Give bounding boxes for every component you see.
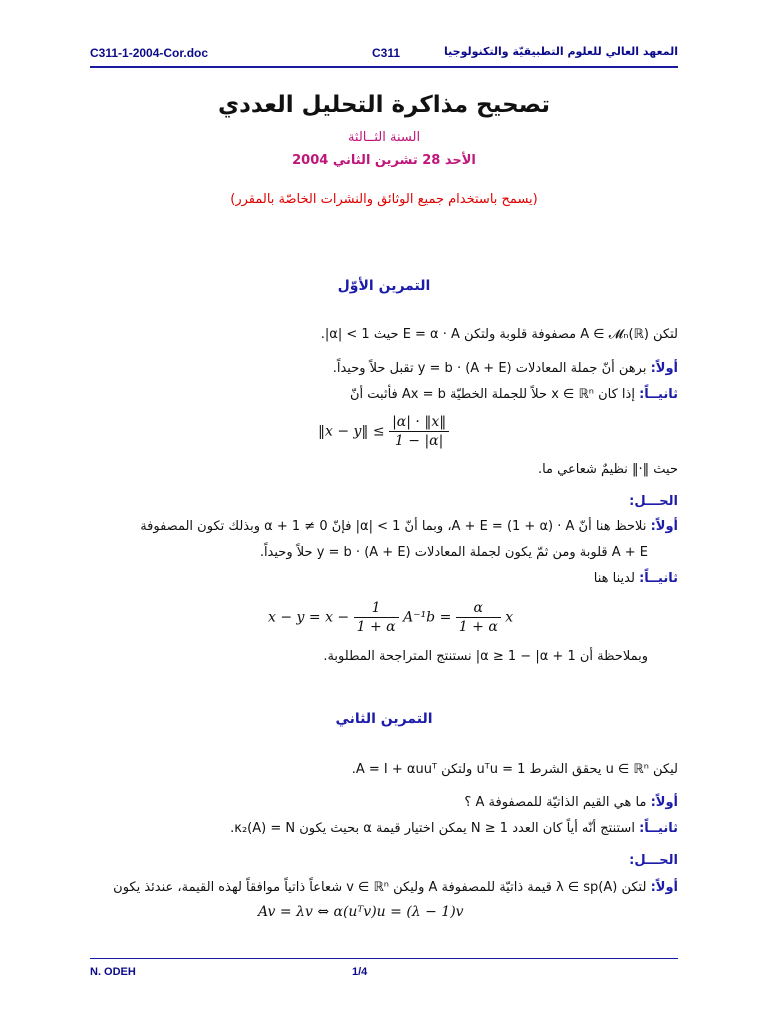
solution-part-label: ثانيــاً:	[639, 571, 678, 586]
question-text: ما هي القيم الذاتيّة للمصفوفة A ؟	[464, 795, 647, 810]
exercise-2-solution-1	[113, 880, 678, 895]
norm-inequality	[318, 414, 449, 449]
question-label: أولاً:	[650, 795, 678, 810]
page-title: تصحيح مذاكرة التحليل العددي	[218, 92, 550, 118]
footer-author: N. ODEH	[90, 966, 136, 978]
solution-text: لتكن λ ∈ sp(A) قيمة ذاتيّة للمصفوفة A وليكن v ∈ ℝⁿ شعاعاً ذاتياً موافقاً لهذه القيمة، عندئذ يكون	[113, 880, 647, 895]
solution-part-label: أولاً:	[650, 880, 678, 895]
documents-note: (يسمح باستخدام جميع الوثائق والنشرات الخاصّة بالمقرر)	[230, 192, 538, 207]
footer-page-number: 1/4	[352, 966, 368, 978]
equation-middle: A⁻¹b =	[403, 609, 452, 626]
solution-equation	[268, 600, 513, 635]
question-label: ثانيــاً:	[639, 387, 678, 402]
fraction-numerator: α	[456, 600, 501, 618]
page-footer	[90, 958, 678, 983]
solution-1-line-1	[140, 519, 678, 534]
solution-text: نلاحظ هنا أنّ A + E = (1 + α) · A، وبما أنّ 1 > |α| فإنّ 0 ≠ 1 + α وبذلك تكون المصفوفة	[140, 519, 647, 534]
inequality-fraction	[389, 414, 449, 449]
fraction-denominator: 1 + α	[356, 619, 396, 635]
exercise-1-question-2	[350, 387, 678, 402]
header-course-code: C311	[372, 46, 401, 60]
fraction-denominator: 1 − |α|	[394, 433, 444, 449]
question-text: برهن أنّ جملة المعادلات (A + E) · y = b تقبل حلاً وحيداً.	[332, 361, 647, 376]
question-text: إذا كان x ∈ ℝⁿ حلاً للجملة الخطيّة Ax = b فأثبت أنّ	[349, 387, 635, 402]
exercise-1-intro: لتكن A ∈ 𝓜ₙ(ℝ) مصفوفة قلوبة ولتكن E = α · A حيث 1 > |α|.	[320, 327, 678, 342]
solution-text: لدينا هنا	[593, 571, 635, 586]
exam-date: الأحد 28 تشرين الثاني 2004	[292, 153, 476, 168]
question-label: ثانيــاً:	[639, 821, 678, 836]
header-institute: المعهد العالي للعلوم التطبيقيّة والتكنولوجيا	[444, 45, 678, 58]
exercise-1-title: التمرين الأوّل	[337, 278, 431, 294]
exercise-2-title: التمرين الثاني	[335, 711, 433, 727]
year-label: السنة الثــالثة	[347, 130, 421, 145]
exercise-1-solution-label	[629, 494, 678, 509]
solution-label: الحـــل:	[629, 853, 678, 868]
header-filename: C311-1-2004-Cor.doc	[90, 46, 209, 60]
page-header	[90, 40, 678, 68]
exercise-2-question-2	[230, 821, 678, 836]
equation-right: x	[505, 609, 514, 626]
exercise-2-solution-label	[629, 853, 678, 868]
equation-left: x − y = x −	[268, 609, 350, 626]
inequality-lhs: ‖x − y‖ ≤	[318, 423, 385, 440]
norm-note: حيث ‖·‖ نظيمٌ شعاعي ما.	[537, 462, 678, 477]
exercise-2-intro: ليكن u ∈ ℝⁿ يحقق الشرط uᵀu = 1 ولتكن A = I + αuuᵀ.	[351, 762, 678, 777]
equation-fraction-2	[456, 600, 501, 635]
question-label: أولاً:	[650, 361, 678, 376]
solution-1-line-2: A + E قلوبة ومن ثمّ يكون لجملة المعادلات (A + E) · y = b حلاً وحيداً.	[259, 545, 648, 560]
exercise-1-question-1	[333, 361, 678, 376]
solution-2-line	[594, 571, 678, 586]
fraction-numerator: 1	[354, 600, 399, 618]
fraction-denominator: 1 + α	[458, 619, 498, 635]
equation-fraction-1	[354, 600, 399, 635]
exercise-2-question-1	[464, 795, 678, 810]
solution-label: الحـــل:	[629, 494, 678, 509]
fraction-numerator: |α| · ‖x‖	[389, 414, 449, 432]
solution-conclusion: وبملاحظة أن 1 + α ≥ 1 − |α| نستنتج المتراجحة المطلوبة.	[323, 649, 648, 664]
solution-part-label: أولاً:	[650, 519, 678, 534]
eigen-equation: Av = λv ⇔ α(uᵀv)u = (λ − 1)v	[258, 904, 464, 920]
question-text: استنتج أنّه أياً كان العدد N ≥ 1 يمكن اختيار قيمة α بحيث يكون κ₂(A) = N.	[230, 821, 635, 836]
